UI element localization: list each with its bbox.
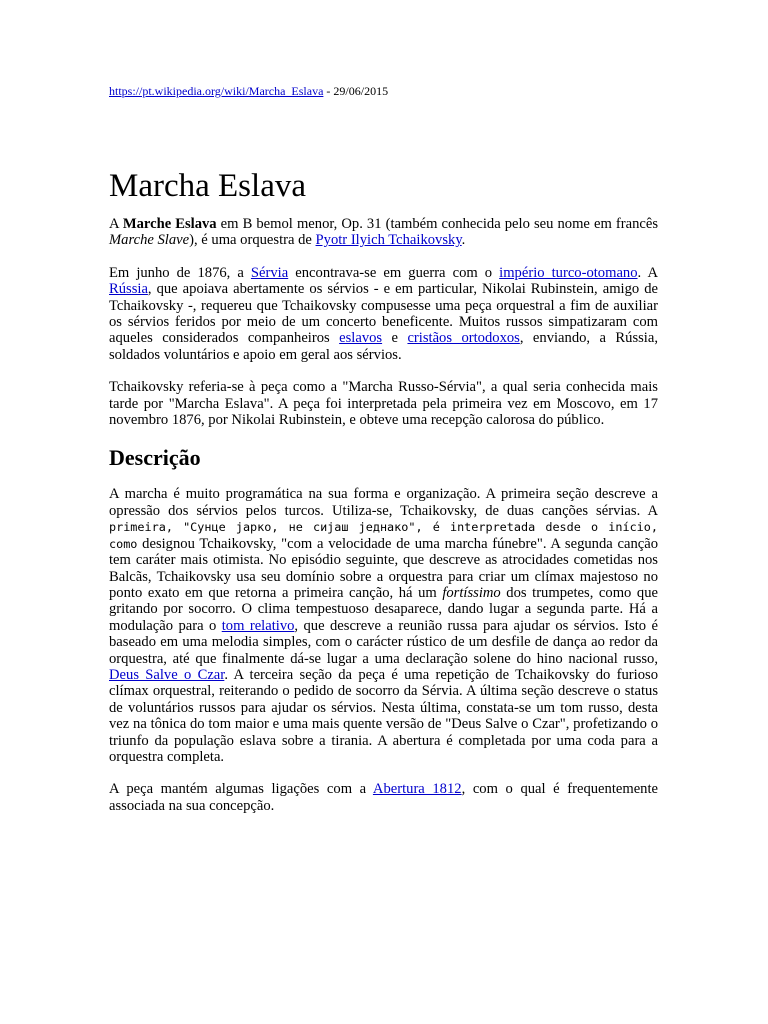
text-segment: . A terceira seção da peça é uma repetição de Tchaikovsky do furioso clímax orquestral, reiterando o pedido de socorro da Sérvia. A última seção descreve o status de voluntários russos para ajudar os sérvios. Nesta última, constata-se um tom russo, desta vez na tônica do tom maior e uma mais quente versão de "Deus Salve o Czar", profetizando o triunfo da população eslava sobre a tirania. A abertura é completada por uma coda para a orquestra completa. [109,666,658,765]
italic-term: Marche Slave [109,232,190,249]
page-title: Marcha Eslava [109,168,306,204]
intro-paragraph [109,216,658,249]
text-segment: , enviando, a Rússia, soldados voluntários e apoio em geral aos sérvios. [109,330,658,363]
description-paragraph [109,486,658,765]
bold-term: Marche Eslava [122,216,217,232]
link-servia[interactable]: Sérvia [250,264,289,281]
link-tchaikovsky[interactable]: Pyotr Ilyich Tchaikovsky [315,232,462,249]
italic-term: fortíssimo [442,584,501,601]
text-segment: . A [637,264,658,281]
text-segment: em B bemol menor, Op. 31 (também conhecida pelo seu nome em francês [216,216,658,232]
text-segment: dos trumpetes, como que gritando por socorro. O clima tempestuoso desaparece, dando lugar a segunda parte. Há a modulação para o [109,584,658,634]
text-segment: A peça mantém algumas ligações com a [109,781,373,798]
link-cristaos-ortodoxos[interactable]: cristãos ortodoxos [407,330,520,347]
link-imperio-turco-otomano[interactable]: império turco-otomano [499,264,638,281]
source-date: 29/06/2015 [333,84,389,98]
text-segment: , com o qual é frequentemente associada na sua concepção. [109,781,659,814]
text-segment: , que descreve a reunião russa para ajudar os sérvios. Isto é baseado em uma melodia simples, com o carácter rústico de um desfile de dança ao redor da orquestra, até que finalmente dá-se lugar a uma declaração solene do hino nacional russo, [109,617,658,667]
monospace-quote: primeira, "Сунце јарко, не сијаш једнако", é interpretada desde o início, como [109,520,658,551]
section-heading-descricao: Descrição [109,445,201,471]
link-abertura-1812[interactable]: Abertura 1812 [372,781,462,798]
text-segment: , que apoiava abertamente os sérvios - e em particular, Nikolai Rubinstein, amigo de Tchaikovsky -, requereu que Tchaikovsky compusesse uma peça orquestral a fim de auxiliar os sérvios feridos por meio de um concerto beneficente. Muitos russos simpatizaram com aqueles considerados companheiros [109,281,658,347]
source-url-link[interactable]: https://pt.wikipedia.org/wiki/Marcha_Eslava [109,84,324,98]
link-eslavos[interactable]: eslavos [339,330,383,347]
link-russia[interactable]: Rússia [109,281,148,298]
link-deus-salve-o-czar[interactable]: Deus Salve o Czar [109,666,225,683]
text-segment: A marcha é muito programática na sua forma e organização. A primeira seção descreve a opressão dos sérvios pelos turcos. Utiliza-se, Tchaikovsky, de duas canções sérvias. A [109,486,658,519]
text-segment: . [461,232,466,249]
text-segment: Em junho de 1876, a [109,264,251,281]
text-segment: encontrava-se em guerra com o [288,264,500,281]
history-paragraph [109,265,658,363]
source-separator: - [323,84,334,98]
text-segment: Tchaikovsky referia-se à peça como a "Marcha Russo-Sérvia", a qual seria conhecida mais tarde por "Marcha Eslava". A peça foi interpretada pela primeira vez em Moscovo, em 17 novembro 1876, por Nikolai Rubinstein, e obteve uma recepção calorosa do público. [109,379,658,429]
text-segment: e [382,330,408,347]
link-tom-relativo[interactable]: tom relativo [221,617,295,634]
text-segment: designou Tchaikovsky, "com a velocidade de uma marcha fúnebre". A segunda canção tem caráter mais otimista. No episódio seguinte, que descreve as atrocidades cometidas nos Balcãs, Tchaikovsky usa seu domínio sobre a orquestra para criar um clímax majestoso no ponto exato em que retorna a primeira canção, há um [109,535,658,601]
article-content [109,166,658,814]
text-segment: A [109,216,123,232]
source-line [109,84,388,99]
association-paragraph [109,781,658,814]
premiere-paragraph [109,379,658,428]
text-segment: ), é uma orquestra de [189,232,316,249]
